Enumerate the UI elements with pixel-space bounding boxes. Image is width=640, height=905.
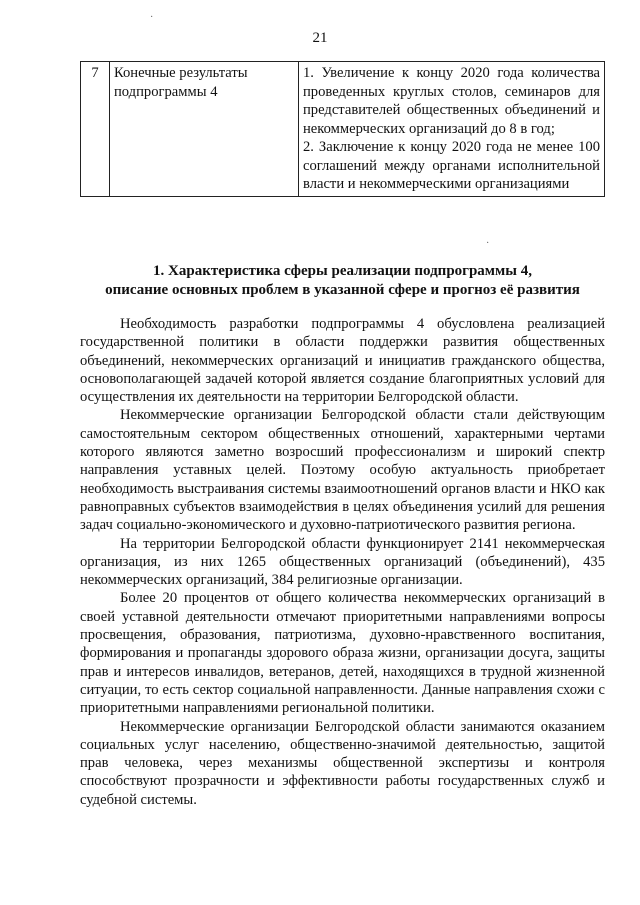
section-heading-line: описание основных проблем в указанной сфере и прогноз её развития bbox=[105, 281, 580, 298]
page-number: 21 bbox=[312, 30, 328, 46]
paragraph: Более 20 процентов от общего количества некоммерческих организаций в своей уставной деятельности отмечают приоритетными направлениями вопросы просвещения, образования, патриотизма, духовно-нравственного воспитания, формирования и пропаганды здорового образа жизни, организации досуга, защиты прав и интересов инвалидов, ветеранов, детей, находящихся в трудной жизненной ситуации, то есть сектор социальной направленности. Данные направления схожи с приоритетными направлениями региональной политики. bbox=[80, 590, 605, 717]
row-results bbox=[299, 62, 605, 197]
paragraph: На территории Белгородской области функционирует 2141 некоммерческая организация, из них 1265 общественных организаций (объединений), 435 некоммерческих организаций, 384 религиозные организации. bbox=[80, 535, 605, 589]
results-table bbox=[80, 61, 605, 197]
section-heading-line: 1. Характеристика сферы реализации подпрограммы 4, bbox=[153, 263, 532, 279]
table-row bbox=[81, 62, 605, 197]
result-item: 1. Увеличение к концу 2020 года количества проведенных круглых столов, семинаров для представителей общественных объединений и некоммерческих организаций до 8 в год; bbox=[303, 65, 600, 137]
row-number: 7 bbox=[81, 62, 110, 197]
body-text bbox=[80, 315, 605, 809]
scan-speck: · bbox=[486, 238, 490, 249]
scan-speck: · bbox=[150, 12, 154, 23]
section-heading bbox=[80, 262, 605, 299]
paragraph: Некоммерческие организации Белгородской области занимаются оказанием социальных услуг населению, общественно-значимой деятельностью, защитой прав человека, через механизмы общественной экспертизы и контроля способствуют прозрачности и эффективности работы государственных служб и судебной системы. bbox=[80, 718, 605, 808]
paragraph: Некоммерческие организации Белгородской области стали действующим самостоятельным сектором общественных отношений, характерными чертами которого являются заметно возросший профессионализм и широкий спектр направления уставных целей. Поэтому особую актуальность приобретает необходимость выстраивания системы взаимоотношений органов власти и НКО как равноправных субъектов взаимодействия в целях объединения усилий для решения задач социально-экономического и духовно-патриотического развития региона. bbox=[80, 407, 605, 534]
result-item: 2. Заключение к концу 2020 года не менее 100 соглашений между органами исполнительной власти и некоммерческими организациями bbox=[303, 139, 600, 192]
row-label: Конечные результаты подпрограммы 4 bbox=[110, 62, 299, 197]
paragraph: Необходимость разработки подпрограммы 4 обусловлена реализацией государственной политики в области поддержки развития общественных объединений, некоммерческих организаций и инициатив гражданского общества, основополагающей задачей которой является создание благоприятных условий для осуществления их деятельности на территории Белгородской области. bbox=[80, 316, 605, 406]
